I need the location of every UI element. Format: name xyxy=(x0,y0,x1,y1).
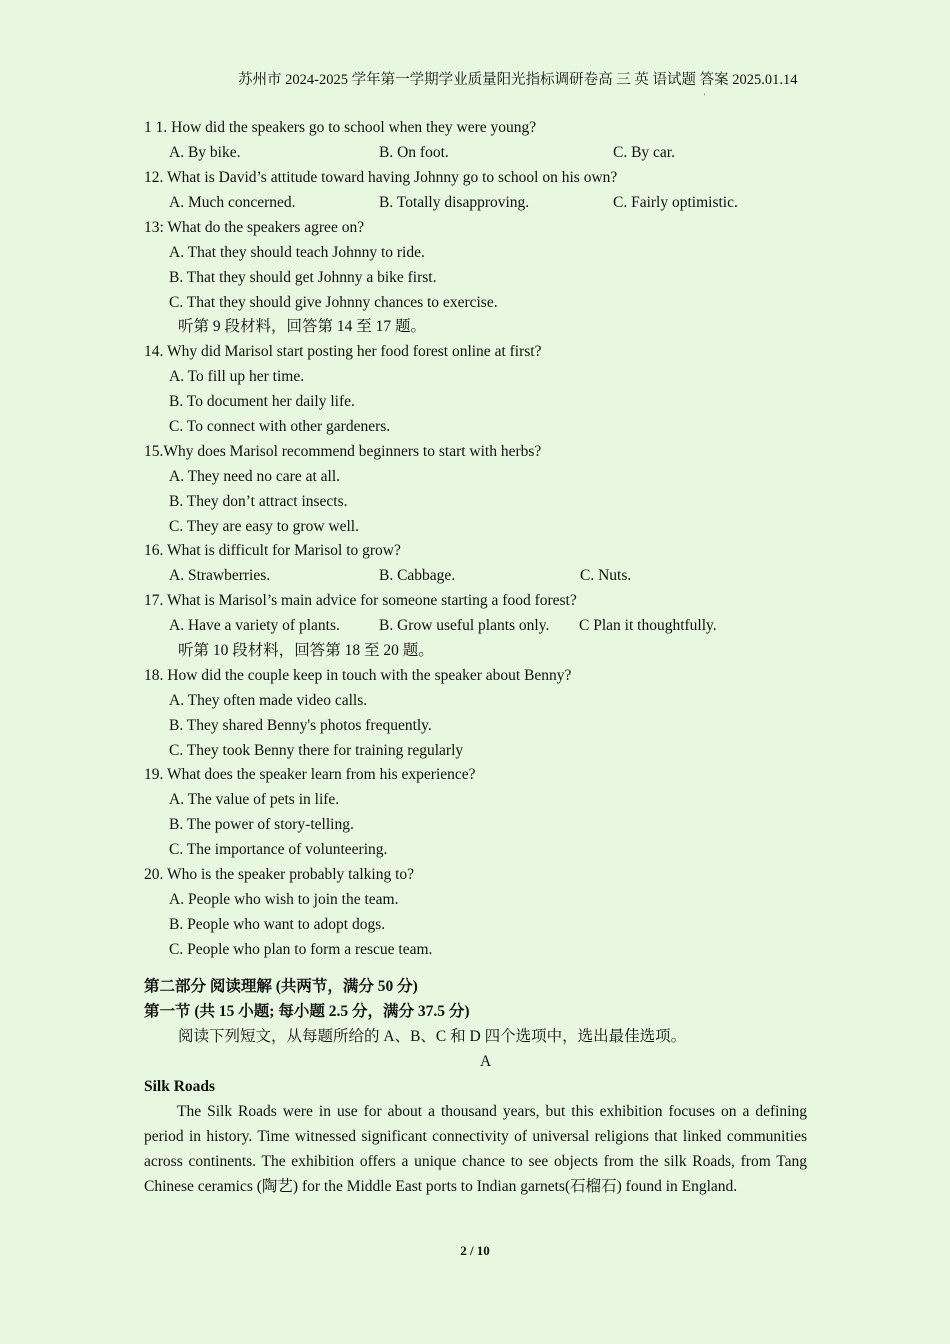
question-13-option-a: A. That they should teach Johnny to ride. xyxy=(169,244,425,261)
question-14-stem: 14. Why did Marisol start posting her food forest online at first? xyxy=(144,343,542,360)
question-17-option-b: B. Grow useful plants only. xyxy=(379,617,550,634)
question-17-stem: 17. What is Marisol’s main advice for someone starting a food forest? xyxy=(144,592,577,609)
passage-text: The Silk Roads were in use for about a thousand years, but this exhibition focuses on a defining period in history. Time witnessed significant connectivity of universal religions that linked communities across continents. The exhibition offers a unique chance to see objects from the silk Roads, from Tang Chinese ceramics (陶艺) for the Middle East ports to Indian garnets(石榴石) found in England. xyxy=(144,1103,807,1195)
question-15-option-c: C. They are easy to grow well. xyxy=(169,518,359,535)
question-12-option-a: A. Much concerned. xyxy=(169,194,296,211)
question-19-option-b: B. The power of story-telling. xyxy=(169,816,354,833)
question-15-option-b: B. They don’t attract insects. xyxy=(169,493,348,510)
question-19-option-c: C. The importance of volunteering. xyxy=(169,841,388,858)
question-15-stem: 15.Why does Marisol recommend beginners to start with herbs? xyxy=(144,443,542,460)
question-12-option-c: C. Fairly optimistic. xyxy=(613,194,738,211)
question-12-stem: 12. What is David’s attitude toward having Johnny go to school on his own? xyxy=(144,169,618,186)
question-16-option-a: A. Strawberries. xyxy=(169,567,271,584)
question-11-option-a: A. By bike. xyxy=(169,144,241,161)
question-14-option-a: A. To fill up her time. xyxy=(169,368,305,385)
section-1-title: 第一节 (共 15 小题; 每小题 2.5 分，满分 37.5 分) xyxy=(144,1003,470,1020)
section-1-instruction: 阅读下列短文，从每题所给的 A、B、C 和 D 四个选项中，选出最佳选项。 xyxy=(178,1028,687,1045)
question-13-option-b: B. That they should get Johnny a bike first. xyxy=(169,269,437,286)
question-18-option-c: C. They took Benny there for training regularly xyxy=(169,742,464,759)
header-mark: ' xyxy=(704,92,706,101)
question-18-option-a: A. They often made video calls. xyxy=(169,692,368,709)
question-20-option-c: C. People who plan to form a rescue team. xyxy=(169,941,433,958)
question-17-option-a: A. Have a variety of plants. xyxy=(169,617,340,634)
listening-instruction-10: 听第 10 段材料，回答第 18 至 20 题。 xyxy=(178,642,434,659)
question-18-option-b: B. They shared Benny's photos frequently. xyxy=(169,717,432,734)
question-17-option-c: C Plan it thoughtfully. xyxy=(579,617,717,634)
page-number: 2 / 10 xyxy=(460,1243,490,1258)
question-12-option-b: B. Totally disapproving. xyxy=(379,194,530,211)
question-14-option-b: B. To document her daily life. xyxy=(169,393,355,410)
page-header: 苏州市 2024-2025 学年第一学期学业质量阳光指标调研卷高 三 英 语试题 答案 2025.01.14 xyxy=(238,72,798,88)
question-19-option-a: A. The value of pets in life. xyxy=(169,791,340,808)
question-20-option-a: A. People who wish to join the team. xyxy=(169,891,399,908)
question-16-option-b: B. Cabbage. xyxy=(379,567,456,584)
listening-instruction-9: 听第 9 段材料，回答第 14 至 17 题。 xyxy=(178,318,427,335)
question-11-stem: 1 1. How did the speakers go to school when they were young? xyxy=(144,119,537,136)
question-11-option-c: C. By car. xyxy=(613,144,675,161)
question-13-option-c: C. That they should give Johnny chances to exercise. xyxy=(169,294,498,311)
part-2-title: 第二部分 阅读理解 (共两节，满分 50 分) xyxy=(144,978,418,995)
passage-paragraph xyxy=(144,1099,807,1199)
question-13-stem: 13: What do the speakers agree on? xyxy=(144,219,365,236)
question-18-stem: 18. How did the couple keep in touch with the speaker about Benny? xyxy=(144,667,572,684)
question-19-stem: 19. What does the speaker learn from his experience? xyxy=(144,766,476,783)
question-16-option-c: C. Nuts. xyxy=(580,567,632,584)
question-16-stem: 16. What is difficult for Marisol to grow? xyxy=(144,542,401,559)
question-20-option-b: B. People who want to adopt dogs. xyxy=(169,916,386,933)
question-15-option-a: A. They need no care at all. xyxy=(169,468,340,485)
passage-title: Silk Roads xyxy=(144,1078,216,1095)
question-11-option-b: B. On foot. xyxy=(379,144,449,161)
question-20-stem: 20. Who is the speaker probably talking to? xyxy=(144,866,415,883)
question-14-option-c: C. To connect with other gardeners. xyxy=(169,418,391,435)
passage-letter: A xyxy=(480,1053,492,1070)
